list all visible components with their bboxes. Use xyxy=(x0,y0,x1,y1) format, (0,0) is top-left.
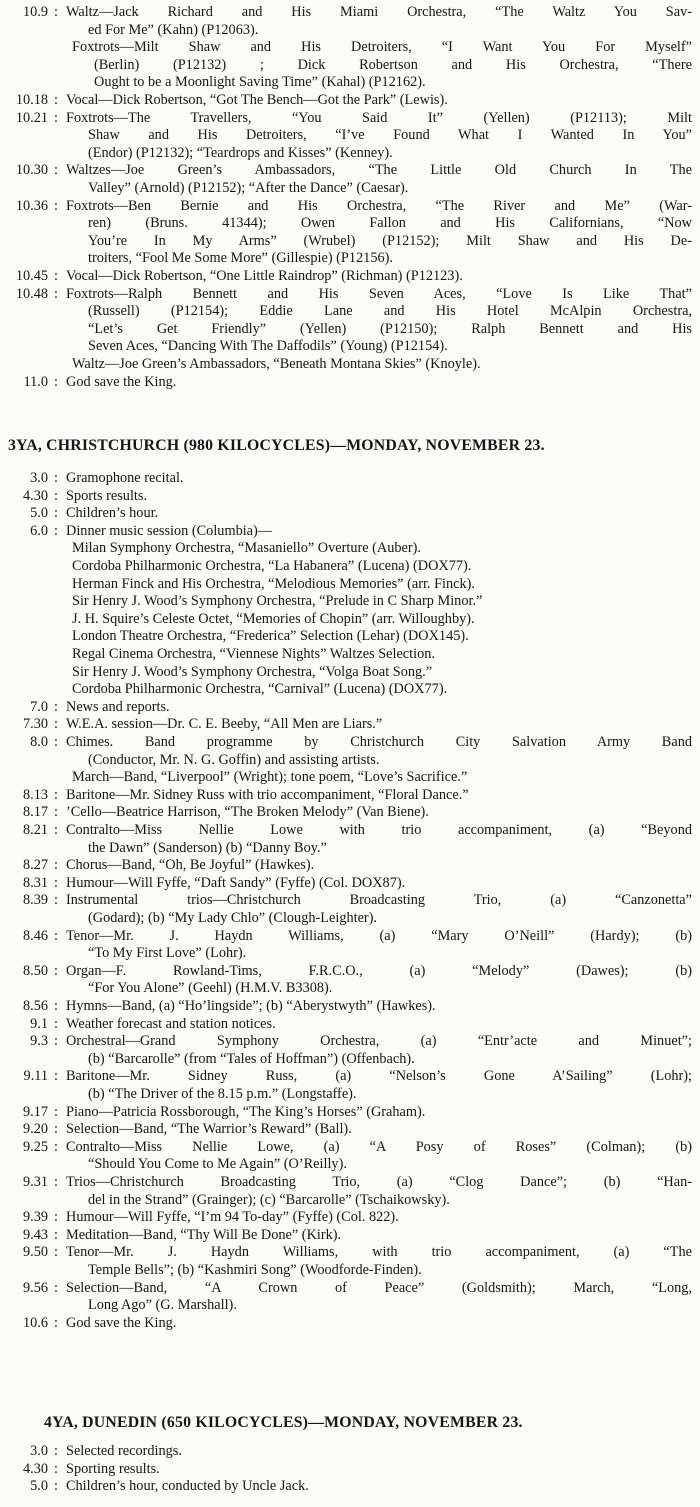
entry-colon: : xyxy=(54,268,58,284)
entry-line: ed For Me” (Kahn) (P12063). xyxy=(88,21,259,38)
entry-text xyxy=(66,198,692,268)
entry-line: Children’s hour, conducted by Uncle Jack. xyxy=(66,1478,309,1495)
entry-line: W.E.A. session—Dr. C. E. Beeby, “All Men are Liars.” xyxy=(66,716,383,733)
entry-line: Foxtrots—Milt Shaw and His Detroiters, “I Want You For Myself” xyxy=(72,39,692,56)
entry-colon: : xyxy=(54,998,58,1014)
entry-colon: : xyxy=(54,1068,58,1085)
entry-colon: : xyxy=(54,4,58,20)
entry-time: 9.17 xyxy=(22,1103,48,1120)
entry-colon: : xyxy=(54,1033,58,1050)
entry-line: Cordoba Philharmonic Orchestra, “La Habanera” (Lucena) (DOX77). xyxy=(72,558,472,574)
entry-time: 10.9 xyxy=(22,4,48,20)
entry-line: Humour—Will Fyffe, “I’m 94 To-day” (Fyffe) (Col. 822). xyxy=(66,1209,399,1226)
entry-text xyxy=(66,857,692,875)
entry-line: Hymns—Band, (a) “Ho’lingside”; (b) “Aberystwyth” (Hawkes). xyxy=(66,998,436,1014)
entry-line: Waltzes—Joe Green’s Ambassadors, “The Little Old Church In The xyxy=(66,162,692,179)
entry-line: God save the King. xyxy=(66,1314,177,1331)
entry-line: “For You Alone” (Geehl) (H.M.V. B3308). xyxy=(88,980,333,997)
entry-time: 8.27 xyxy=(22,857,48,874)
entry-colon: : xyxy=(54,822,58,838)
entry-colon: : xyxy=(54,487,58,504)
entry-colon: : xyxy=(54,1314,58,1331)
entry-line: Waltz—Joe Green’s Ambassadors, “Beneath Montana Skies” (Knoyle). xyxy=(72,356,481,372)
entry-text xyxy=(66,1139,692,1174)
entry-text xyxy=(66,1244,692,1279)
entry-colon: : xyxy=(54,1121,58,1138)
entry-time: 9.20 xyxy=(22,1121,48,1138)
entry-line: Chimes. Band programme by Christchurch City Salvation Army Band xyxy=(66,734,692,750)
entry-line: Meditation—Band, “Thy Will Be Done” (Kirk). xyxy=(66,1226,342,1243)
entry-colon: : xyxy=(54,285,58,302)
entry-time: 8.21 xyxy=(22,822,48,838)
entry-text xyxy=(66,1104,692,1122)
entry-text xyxy=(66,374,692,392)
entry-line: Contralto—Miss Nellie Lowe with trio accompaniment, (a) “Beyond xyxy=(66,822,692,838)
entry-text xyxy=(66,1443,692,1461)
entry-time: 8.0 xyxy=(30,734,48,750)
entry-time: 10.18 xyxy=(15,92,48,108)
entry-line: (Conductor, Mr. N. G. Goffin) and assisting artists. xyxy=(88,751,380,768)
entry-line: Sir Henry J. Wood’s Symphony Orchestra, “Volga Boat Song.” xyxy=(72,663,433,680)
entry-text xyxy=(66,716,692,734)
entry-colon: : xyxy=(54,162,58,179)
entry-text xyxy=(72,769,692,787)
entry-colon: : xyxy=(54,373,58,390)
entry-line: J. H. Squire’s Celeste Octet, “Memories of Chopin” (arr. Willoughby). xyxy=(72,610,475,627)
entry-line: Contralto—Miss Nellie Lowe, (a) “A Posy of Roses” (Colman); (b) xyxy=(66,1138,692,1155)
entry-colon: : xyxy=(54,1174,58,1190)
entry-text xyxy=(66,1016,692,1034)
entry-time: 5.0 xyxy=(30,505,48,522)
entry-line: the Dawn” (Sanderson) (b) “Danny Boy.” xyxy=(88,839,327,856)
entry-colon: : xyxy=(54,1460,58,1477)
entry-text xyxy=(72,540,692,558)
entry-colon: : xyxy=(54,197,58,214)
entry-text xyxy=(66,963,692,998)
entry-line: Herman Finck and His Orchestra, “Melodious Memories” (arr. Finck). xyxy=(72,575,475,592)
entry-text xyxy=(66,1033,692,1068)
entry-text xyxy=(66,822,692,857)
entry-colon: : xyxy=(54,522,58,539)
entry-line: Organ—F. Rowland-Tims, F.R.C.O., (a) “Melody” (Dawes); (b) xyxy=(66,962,692,979)
entry-colon: : xyxy=(54,1226,58,1243)
entry-text xyxy=(72,646,692,664)
entry-line: Orchestral—Grand Symphony Orchestra, (a) “Entr’acte and Minuet”; xyxy=(66,1033,692,1050)
entry-time: 7.30 xyxy=(22,716,48,733)
entry-text xyxy=(66,1478,692,1496)
entry-text xyxy=(66,1068,692,1103)
entry-text xyxy=(66,1280,692,1315)
entry-line: “Should You Come to Me Again” (O’Reilly). xyxy=(88,1156,347,1173)
entry-time: 4.30 xyxy=(22,1460,48,1477)
entry-text xyxy=(66,470,692,488)
entry-time: 8.31 xyxy=(22,874,48,891)
entry-line: You’re In My Arms” (Wrubel) (P12152); Milt Shaw and His De- xyxy=(88,232,692,249)
entry-time: 8.13 xyxy=(22,786,48,803)
entry-line: ’Cello—Beatrice Harrison, “The Broken Melody” (Van Biene). xyxy=(66,804,429,821)
entry-time: 10.6 xyxy=(22,1314,48,1331)
entry-line: Piano—Patricia Rossborough, “The King’s Horses” (Graham). xyxy=(66,1103,426,1120)
entry-colon: : xyxy=(54,470,58,486)
entry-line: Foxtrots—The Travellers, “You Said It” (Yellen) (P12113); Milt xyxy=(66,109,692,126)
entry-line: Waltz—Jack Richard and His Miami Orchestra, “The Waltz You Sav- xyxy=(66,4,692,20)
entry-time: 10.48 xyxy=(15,285,48,302)
entry-line: (Berlin) (P12132) ; Dick Robertson and His Orchestra, “There xyxy=(94,56,692,73)
entry-colon: : xyxy=(54,734,58,750)
entry-time: 6.0 xyxy=(30,522,48,539)
entry-line: Selection—Band, “A Crown of Peace” (Goldsmith); March, “Long, xyxy=(66,1279,692,1296)
entry-line: Foxtrots—Ben Bernie and His Orchestra, “The River and Me” (War- xyxy=(66,197,692,214)
entry-time: 10.36 xyxy=(15,197,48,214)
entry-line: Trios—Christchurch Broadcasting Trio, (a) “Clog Dance”; (b) “Han- xyxy=(66,1174,692,1190)
entry-line: Children’s hour. xyxy=(66,505,159,522)
entry-line: ren) (Bruns. 41344); Owen Fallon and His Californians, “Now xyxy=(88,215,692,232)
entry-line: Sporting results. xyxy=(66,1460,160,1477)
entry-time: 8.39 xyxy=(22,892,48,909)
entry-line: Temple Bells”; (b) “Kashmiri Song” (Woodforde-Finden). xyxy=(88,1261,422,1278)
entry-time: 3.0 xyxy=(30,470,48,486)
entry-line: Vocal—Dick Robertson, “One Little Raindrop” (Richman) (P12123). xyxy=(66,268,463,284)
entry-text xyxy=(66,162,692,197)
entry-text xyxy=(72,628,692,646)
entry-time: 9.50 xyxy=(22,1244,48,1261)
entry-text xyxy=(66,268,692,286)
entry-line: Milan Symphony Orchestra, “Masaniello” Overture (Auber). xyxy=(72,540,421,557)
entry-text xyxy=(72,576,692,594)
entry-line: troiters, “Fool Me Some More” (Gillespie) (P12156). xyxy=(88,250,393,267)
entry-line: Dinner music session (Columbia)— xyxy=(66,522,273,539)
entry-time: 9.11 xyxy=(23,1068,48,1085)
entry-text xyxy=(72,39,692,92)
entry-line: Foxtrots—Ralph Bennett and His Seven Aces, “Love Is Like That” xyxy=(66,285,692,302)
entry-text xyxy=(66,92,692,110)
entry-text xyxy=(72,611,692,629)
entry-time: 10.45 xyxy=(15,268,48,284)
entry-line: News and reports. xyxy=(66,698,170,715)
entry-line: (Godard); (b) “My Lady Chlo” (Clough-Leighter). xyxy=(88,909,378,926)
entry-line: God save the King. xyxy=(66,373,177,390)
entry-line: (b) “Barcarolle” (from “Tales of Hoffman”) (Offenbach). xyxy=(88,1050,415,1067)
entry-text xyxy=(72,558,692,576)
entry-text xyxy=(66,4,692,39)
entry-time: 9.3 xyxy=(30,1033,48,1050)
entry-text xyxy=(66,804,692,822)
entry-colon: : xyxy=(54,698,58,715)
entry-colon: : xyxy=(54,1443,58,1459)
entry-time: 9.25 xyxy=(22,1138,48,1155)
entry-text xyxy=(66,1227,692,1245)
entry-time: 9.1 xyxy=(30,1015,48,1032)
entry-line: Tenor—Mr. J. Haydn Williams, (a) “Mary O’Neill” (Hardy); (b) xyxy=(66,927,692,944)
entry-time: 8.56 xyxy=(22,998,48,1014)
entry-colon: : xyxy=(54,1279,58,1296)
entry-line: Weather forecast and station notices. xyxy=(66,1015,276,1032)
entry-colon: : xyxy=(54,1209,58,1226)
entry-time: 8.17 xyxy=(22,804,48,821)
entry-text xyxy=(66,998,692,1016)
entry-text xyxy=(66,1174,692,1209)
entry-text xyxy=(66,286,692,356)
entry-line: Cordoba Philharmonic Orchestra, “Carnival” (Lucena) (DOX77). xyxy=(72,681,448,698)
entry-text xyxy=(72,664,692,682)
entry-line: Tenor—Mr. J. Haydn Williams, with trio accompaniment, (a) “The xyxy=(66,1244,692,1261)
entry-line: Shaw and His Detroiters, “I’ve Found What I Wanted In You” xyxy=(88,127,692,144)
entry-time: 10.30 xyxy=(15,162,48,179)
entry-text xyxy=(66,110,692,163)
entry-text xyxy=(66,734,692,769)
entry-line: del in the Strand” (Grainger); (c) “Barcarolle” (Tschaikowsky). xyxy=(88,1191,450,1208)
entry-time: 4.30 xyxy=(22,487,48,504)
entry-time: 8.46 xyxy=(22,927,48,944)
entry-line: Baritone—Mr. Sidney Russ with trio accompaniment, “Floral Dance.” xyxy=(66,786,469,803)
entry-line: Sports results. xyxy=(66,487,148,504)
entry-time: 9.56 xyxy=(22,1279,48,1296)
entry-line: Ought to be a Moonlight Saving Time” (Kahal) (P12162). xyxy=(94,74,426,91)
entry-time: 7.0 xyxy=(30,698,48,715)
entry-colon: : xyxy=(54,962,58,979)
entry-line: Selected recordings. xyxy=(66,1443,182,1459)
entry-line: “Let’s Get Friendly” (Yellen) (P12150); Ralph Bennett and His xyxy=(88,320,692,337)
entry-line: Sir Henry J. Wood’s Symphony Orchestra, “Prelude in C Sharp Minor.” xyxy=(72,593,483,610)
entry-text xyxy=(72,356,692,374)
entry-colon: : xyxy=(54,1478,58,1495)
entry-line: (Endor) (P12132); “Teardrops and Kisses” (Kenney). xyxy=(88,144,393,161)
entry-line: Selection—Band, “The Warrior’s Reward” (Ball). xyxy=(66,1121,352,1138)
entry-colon: : xyxy=(54,786,58,803)
station-heading: 3YA, CHRISTCHURCH (980 KILOCYCLES)—MONDAY, NOVEMBER 23. xyxy=(8,437,545,454)
entry-colon: : xyxy=(54,857,58,874)
entry-text xyxy=(66,1315,692,1333)
entry-text xyxy=(66,505,692,523)
entry-text xyxy=(66,892,692,927)
entry-text xyxy=(72,681,692,699)
entry-text xyxy=(66,699,692,717)
entry-colon: : xyxy=(54,92,58,108)
entry-line: Regal Cinema Orchestra, “Viennese Nights” Waltzes Selection. xyxy=(72,646,435,662)
entry-colon: : xyxy=(54,1103,58,1120)
entry-line: “To My First Love” (Lohr). xyxy=(88,945,247,962)
entry-colon: : xyxy=(54,1015,58,1032)
entry-line: (b) “The Driver of the 8.15 p.m.” (Longstaffe). xyxy=(88,1085,357,1102)
entry-line: March—Band, “Liverpool” (Wright); tone poem, “Love’s Sacrifice.” xyxy=(72,769,468,786)
entry-time: 5.0 xyxy=(30,1478,48,1495)
station-heading: 4YA, DUNEDIN (650 KILOCYCLES)—MONDAY, NOVEMBER 23. xyxy=(44,1414,523,1431)
entry-text xyxy=(66,1461,692,1479)
entry-line: Seven Aces, “Dancing With The Daffodils” (Young) (P12154). xyxy=(88,338,448,355)
entry-line: (Russell) (P12154); Eddie Lane and His Hotel McAlpin Orchestra, xyxy=(88,303,692,320)
entry-time: 9.43 xyxy=(22,1226,48,1243)
entry-text xyxy=(66,1121,692,1139)
entry-line: Gramophone recital. xyxy=(66,470,184,486)
entry-colon: : xyxy=(54,505,58,522)
entry-text xyxy=(66,875,692,893)
entry-line: Valley” (Arnold) (P12152); “After the Dance” (Caesar). xyxy=(88,179,409,196)
entry-text xyxy=(66,523,692,541)
entry-line: Instrumental trios—Christchurch Broadcasting Trio, (a) “Canzonetta” xyxy=(66,892,692,909)
entry-colon: : xyxy=(54,892,58,909)
entry-time: 9.31 xyxy=(22,1174,48,1190)
entry-text xyxy=(72,593,692,611)
entry-line: Chorus—Band, “Oh, Be Joyful” (Hawkes). xyxy=(66,857,315,874)
entry-colon: : xyxy=(54,874,58,891)
entry-line: Vocal—Dick Robertson, “Got The Bench—Got the Park” (Lewis). xyxy=(66,92,448,108)
entry-time: 11.0 xyxy=(23,373,48,390)
entry-colon: : xyxy=(54,716,58,733)
entry-line: London Theatre Orchestra, “Frederica” Selection (Lehar) (DOX145). xyxy=(72,628,469,645)
entry-line: Baritone—Mr. Sidney Russ, (a) “Nelson’s Gone A’Sailing” (Lohr); xyxy=(66,1068,692,1085)
entry-colon: : xyxy=(54,927,58,944)
entry-time: 8.50 xyxy=(22,962,48,979)
entry-colon: : xyxy=(54,1138,58,1155)
entry-text xyxy=(66,787,692,805)
entry-text xyxy=(66,1209,692,1227)
entry-colon: : xyxy=(54,804,58,821)
entry-colon: : xyxy=(54,1244,58,1261)
entry-line: Humour—Will Fyffe, “Daft Sandy” (Fyffe) (Col. DOX87). xyxy=(66,874,406,891)
entry-colon: : xyxy=(54,109,58,126)
entry-time: 9.39 xyxy=(22,1209,48,1226)
entry-line: Long Ago” (G. Marshall). xyxy=(88,1297,237,1314)
entry-time: 10.21 xyxy=(15,109,48,126)
entry-text xyxy=(66,488,692,506)
entry-text xyxy=(66,928,692,963)
entry-time: 3.0 xyxy=(30,1443,48,1459)
